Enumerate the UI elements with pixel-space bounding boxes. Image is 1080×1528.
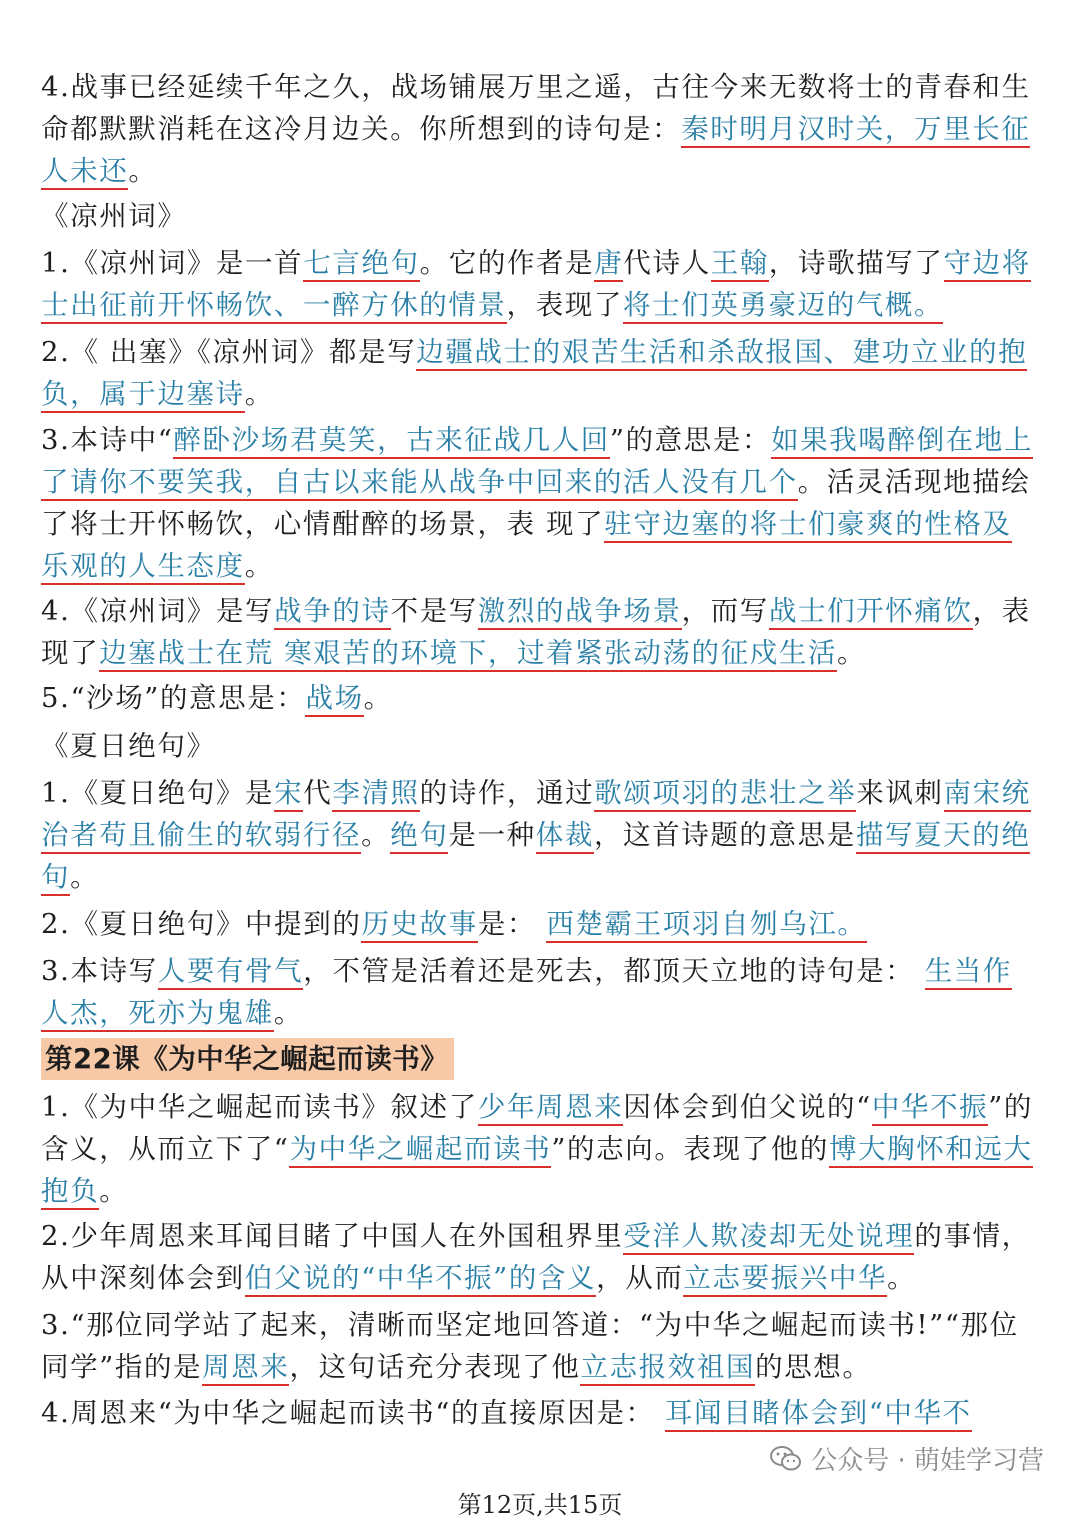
answer-text: 周恩来 [202, 1351, 289, 1386]
answer-text: 将士们英勇豪迈的气概。 [623, 289, 943, 324]
watermark-text: 公众号 · 萌娃学习营 [811, 1446, 1044, 1476]
answer-text: 醉卧沙场君莫笑，古来征战几人回 [173, 424, 610, 459]
answer-text: 宋 [274, 777, 303, 812]
question-text: 2.少年周恩来耳闻目睹了中国人在外国租界里 [41, 1220, 624, 1252]
question-text: 的思想。 [755, 1351, 872, 1383]
question-text: 代诗人 [623, 247, 711, 279]
question-text: 3.“那位同学站了起来，清晰而坚定地回答道：“为中华之崛起而读书!”“那位同学”指的是 [41, 1309, 1019, 1383]
question-text: 不是写 [390, 595, 478, 627]
question-block [41, 331, 1036, 415]
question-text: 是一种 [448, 819, 536, 851]
answer-text: 七言绝句 [303, 247, 419, 282]
question-block [41, 1086, 1036, 1212]
question-block [41, 1215, 1036, 1299]
question-text: 。它的作者是 [419, 247, 595, 279]
answer-text: 立志报效祖国 [580, 1351, 755, 1386]
question-text: ，而写 [681, 595, 769, 627]
answer-text: 受洋人欺凌却无处说理 [623, 1220, 914, 1255]
poem-title [41, 725, 1036, 767]
answer-text: 生当作人杰，死亦为鬼雄 [41, 955, 1012, 1032]
question-text: ，表现了 [41, 595, 1031, 669]
answer-text: 体裁 [536, 819, 594, 854]
answer-text: 立志要振兴中华 [683, 1262, 887, 1297]
question-text: 1.《为中华之崛起而读书》叙述了 [41, 1091, 478, 1123]
question-text: 代 [303, 777, 333, 809]
watermark [769, 1440, 1044, 1477]
answer-text: 耳闻目睹体会到“中华不 [665, 1397, 972, 1432]
answer-text: 为中华之崛起而读书 [289, 1133, 551, 1168]
question-text: 。 [273, 997, 303, 1029]
answer-text: 南宋统治者苟且偷生的软弱行径 [41, 777, 1031, 854]
question-text: 。 [128, 155, 158, 187]
wechat-icon [769, 1444, 803, 1474]
question-text: 。 [361, 819, 391, 851]
lesson-heading-row [41, 1038, 1036, 1080]
question-text: 3.本诗中“ [41, 424, 174, 456]
answer-text: 伯父说的“中华不振”的含义 [245, 1262, 596, 1297]
question-block [41, 590, 1036, 674]
question-text: 《夏日绝句》 [41, 730, 216, 762]
answer-text: 如果我喝醉倒在地上了请你不要笑我，自古以来能从战争中回来的活人没有几个 [41, 424, 1033, 501]
answer-text: 李清照 [332, 777, 419, 812]
answer-text: 人要有骨气 [158, 955, 304, 990]
answer-text: 少年周恩来 [478, 1091, 624, 1126]
answer-text: 战争的诗 [274, 595, 390, 630]
answer-text: 守边将士出征前开怀畅饮、一醉方休的情景 [41, 247, 1031, 324]
question-text: ，不管是活着还是死去，都顶天立地的诗句是： [303, 955, 925, 987]
question-text: 2.《 出塞》《凉州词》都是写 [41, 336, 417, 368]
question-text: 因体会到伯父说的“ [623, 1091, 872, 1123]
question-text: 。 [244, 550, 274, 582]
answer-text: 博大胸怀和远大抱负 [41, 1133, 1033, 1210]
poem-title [41, 195, 1036, 237]
question-block [41, 772, 1036, 898]
question-text: 。 [99, 1175, 129, 1207]
answer-text: 王翰 [711, 247, 769, 282]
question-block [41, 242, 1036, 326]
answer-text: 歌颂项羽的悲壮之举 [594, 777, 856, 812]
question-text: 的诗作，通过 [419, 777, 595, 809]
page-footer: 第12页,共15页 [457, 1491, 623, 1519]
answer-text: 描写夏天的绝句 [41, 819, 1030, 896]
question-text: 的事情，从中深刻体会到 [41, 1220, 1031, 1294]
question-text: ，这句话充分表现了他 [289, 1351, 581, 1383]
answer-text: 历史故事 [361, 908, 477, 943]
answer-text: 绝句 [390, 819, 448, 854]
question-block [41, 419, 1036, 587]
question-text: ”的意思是： [609, 424, 772, 456]
question-text: ，这首诗题的意思是 [593, 819, 856, 851]
question-text: 《凉州词》 [41, 200, 187, 232]
question-text: 2.《夏日绝句》中提到的 [41, 908, 362, 940]
answer-text: 战场 [305, 682, 363, 717]
answer-text: 中华不振 [872, 1091, 988, 1126]
question-text: ，表现了 [506, 289, 624, 321]
question-text: 。 [837, 637, 867, 669]
question-text: ”的含义，从而立下了“ [41, 1091, 1033, 1165]
question-block [41, 1392, 1036, 1434]
question-block [41, 66, 1036, 192]
question-block [41, 677, 1036, 719]
answer-text: 西楚霸王项羽自刎乌江。 [546, 908, 866, 943]
question-text: 5.“沙场”的意思是： [41, 682, 306, 714]
question-text: 3.本诗写 [41, 955, 158, 987]
question-block [41, 903, 1036, 945]
lesson-heading: 第22课《为中华之崛起而读书》 [41, 1038, 454, 1080]
question-text: 来讽刺 [856, 777, 944, 809]
question-text: ，诗歌描写了 [768, 247, 944, 279]
question-block [41, 1304, 1036, 1388]
question-text: 。 [70, 861, 100, 893]
answer-text: 激烈的战争场景 [478, 595, 682, 630]
answer-text: 战士们开怀痛饮 [769, 595, 973, 630]
question-text: 4.《凉州词》是写 [41, 595, 275, 627]
question-text: 4.周恩来“为中华之崛起而读书“的直接原因是： [41, 1397, 665, 1429]
question-text: ”的志向。表现了他的 [551, 1133, 829, 1165]
question-text: 。活灵活现地描绘了将士开怀畅饮，心情酣醉的场景，表 现了 [41, 466, 1031, 540]
answer-text: 边塞战士在荒 寒艰苦的环境下，过着紧张动荡的征戍生活 [99, 637, 837, 672]
answer-text: 驻守边塞的将士们豪爽的性格及乐观的人生态度 [41, 508, 1012, 585]
question-text: 。 [887, 1262, 917, 1294]
question-text: 是： [477, 908, 547, 940]
question-text: 1.《夏日绝句》是 [41, 777, 275, 809]
question-text: 1.《凉州词》是一首 [41, 247, 304, 279]
answer-text: 唐 [594, 247, 623, 282]
answer-text: 边疆战士的艰苦生活和杀敌报国、建功立业的抱负，属于边塞诗 [41, 336, 1027, 413]
question-text: 。 [363, 682, 393, 714]
question-text: ，从而 [596, 1262, 684, 1294]
question-block [41, 950, 1036, 1034]
answer-text: 秦时明月汉时关，万里长征人未还 [41, 113, 1030, 190]
question-text: 。 [244, 378, 274, 410]
question-text: 4.战事已经延续千年之久，战场铺展万里之遥，古往今来无数将士的青春和生命都默默消耗在这冷月边关。你所想到的诗句是： [41, 71, 1031, 145]
